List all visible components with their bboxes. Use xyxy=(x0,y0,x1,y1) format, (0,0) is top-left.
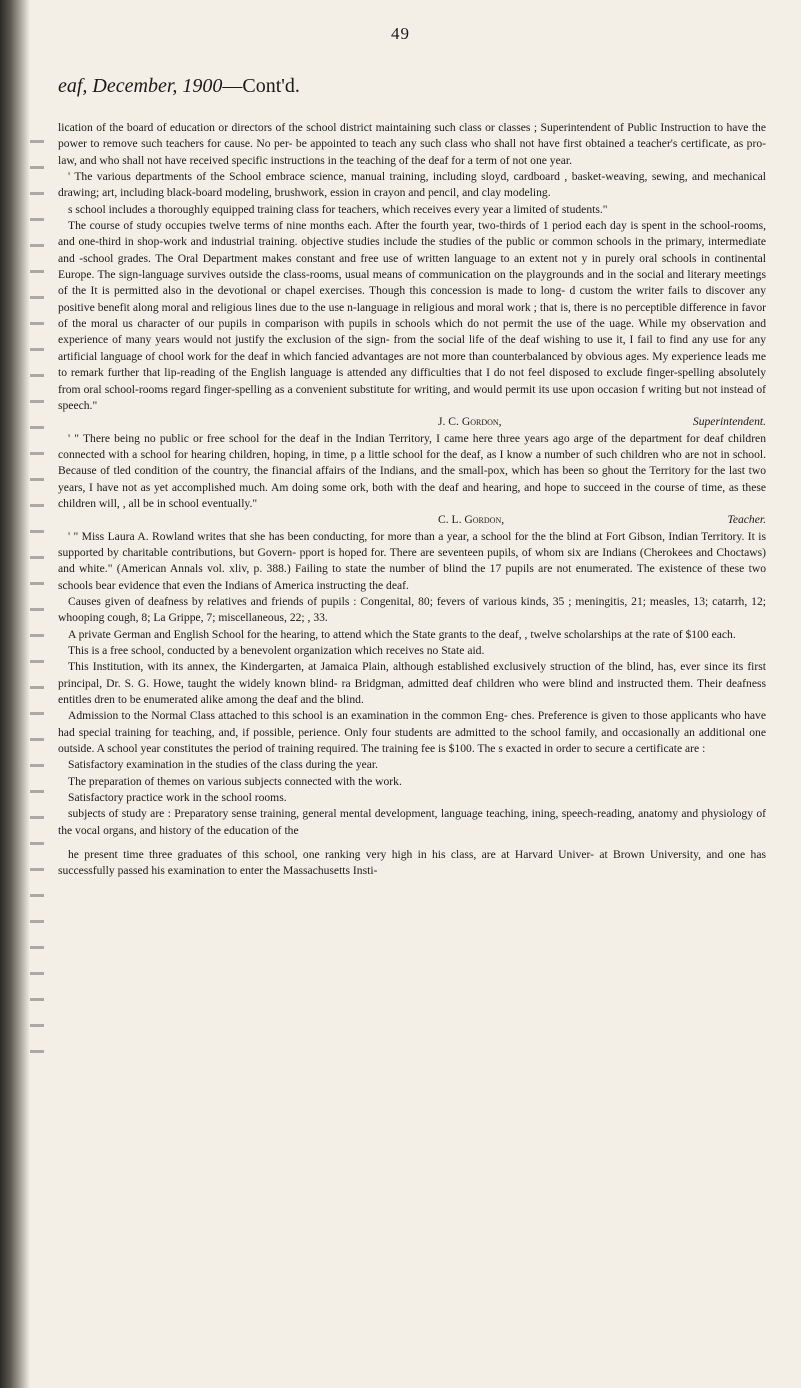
list-item: Satisfactory examination in the studies of the class during the year. xyxy=(68,758,379,772)
paragraph: Admission to the Normal Class attached to this school is an examination in the common Eng- ches. Preference is given to those applicants who have had special training for teaching, and, if possible, perience. Only four students are admitted to the school family, and occasionally an additional one outside. A school year constitutes the period of training required. The training fee is $100. The s exacted in order to secure a certificate are : xyxy=(58,709,766,756)
paragraph: ' " There being no public or free school for the deaf in the Indian Territory, I came here three years ago arge of the department for deaf children connected with a school for hearing children, hoping, in time, p a little school for the deaf, as I know a number of such children who are not in school. Because of tled condition of the country, the financial affairs of the Indians, and the small-pox, which has been so ghout the Territory for the last two years, I have not as yet accomplished much. Am doing some ork, both with the deaf and hearing, and hope to succeed in the course of time, as these children will, , all be in school eventually." xyxy=(58,431,766,510)
signature-name: J. C. Gordon, xyxy=(438,415,502,429)
signature-title: Superintendent. xyxy=(692,415,766,429)
paragraph: lication of the board of education or directors of the school district maintaining such class or classes ; Superintendent of Public Instruction to have the power to remove such teachers for cause. No per- be appointed to teach any such class who shall not have first obtained a teacher's certificate, as pro- law, and who shall not have received specific instructions in the teaching of the deaf for a term of not one year. xyxy=(58,121,766,167)
running-head-title: eaf, December, 1900 xyxy=(58,75,223,97)
page-number: 49 xyxy=(391,24,410,43)
spacer xyxy=(58,839,766,847)
list-item: Satisfactory practice work in the school rooms. xyxy=(68,791,287,805)
paragraph: ' " Miss Laura A. Rowland writes that she has been conducting, for more than a year, a school for the the blind at Fort Gibson, Indian Territory. It is supported by charitable contributions, but Govern- pport is hoped for. There are seventeen pupils, of whom six are Indians (Cherokees and Choctaws) and white." (American Annals vol. xliv, p. 388.) Failing to state the number of blind the 17 pupils are not enumerated. The existence of these two schools bear evidence that even the Indians of America instructing the deaf. xyxy=(58,529,766,592)
binding-gutter xyxy=(0,0,30,1388)
paragraph: This Institution, with its annex, the Kindergarten, at Jamaica Plain, although established exclusively struction of the blind, has, ever since its first principal, Dr. S. G. Howe, taught the widely known blind- ra Bridgman, admitted deaf children who were blind and instructed them. Their deafness entitles dren to be enumerated alike among the deaf and the blind. xyxy=(58,660,766,707)
signature xyxy=(58,512,766,528)
signature-name: C. L. Gordon, xyxy=(438,513,505,527)
margin-marks xyxy=(30,140,44,1060)
paragraph: ' The various departments of the School embrace science, manual training, including sloyd, cardboard , basket-weaving, sewing, and mechanical drawing; art, including black-board modeling, brushwork, ession in crayon and pencil, and clay modeling. xyxy=(58,170,766,200)
signature-title: Teacher. xyxy=(727,513,766,527)
signature xyxy=(58,414,766,430)
list-item: The preparation of themes on various subjects connected with the work. xyxy=(68,774,402,788)
paragraph: A private German and English School for the hearing, to attend which the State grants to the deaf, , twelve scholarships at the rate of $100 each. xyxy=(68,627,736,641)
paragraph: he present time three graduates of this school, one ranking very high in his class, are at Harvard Univer- at Brown University, and one has successfully passed his examination to enter the Massachusetts Insti- xyxy=(58,848,766,878)
paragraph: The course of study occupies twelve terms of nine months each. After the fourth year, two-thirds of 1 period each day is spent in the school-rooms, and one-third in shop-work and industrial training. objective studies include the studies of the public or common schools in the primary, intermediate and -school grades. The Oral Department makes constant and free use of written language to an extent not y in purely oral schools in continental Europe. The sign-language survives outside the class-rooms, usual means of communication on the playgrounds and in the social and literary meetings of the It is permitted also in the devotional or chapel exercises. Though this concession is made to long- d custom the writer fails to discover any positive benefit along moral and religious lines due to the use n-language in religious and moral work ; that is, there is no perceptible difference in favor of the moral us character of our pupils in comparison with pupils in schools which do not permit the use of the uage. While my observation and experience of many years would not justify the exclusion of the sign- from the social life of the deaf wishing to use it, I fail to find any use for any artificial language of chool work for the deaf in which fancied advantages are not more than counterbalanced by obvious ages. My experience leads me to remark further that lip-reading of the English language is attended any difficulties that I do not feel disposed to exclude finger-spelling absolutely from oral school-rooms regard finger-spelling as a convenient substitute for writing, and would permit its use upon occasion f writing but not instead of speech." xyxy=(58,219,766,412)
body-text xyxy=(58,120,766,880)
paragraph: s school includes a thoroughly equipped training class for teachers, which receives every year a limited of students." xyxy=(68,202,608,216)
running-head xyxy=(58,75,300,98)
paragraph: Causes given of deafness by relatives and friends of pupils : Congenital, 80; fevers of various kinds, 35 ; meningitis, 21; measles, 13; catarrh, 12; whooping cough, 8; La Grippe, 7; miscellaneous, 22; , 33. xyxy=(58,594,766,625)
running-head-cont: —Cont'd. xyxy=(222,75,300,97)
paragraph: This is a free school, conducted by a benevolent organization which receives no State aid. xyxy=(68,644,485,657)
paragraph: subjects of study are : Preparatory sense training, general mental development, language teaching, ining, speech-reading, anatomy and physiology of the vocal organs, and history of the education of the xyxy=(58,807,766,837)
